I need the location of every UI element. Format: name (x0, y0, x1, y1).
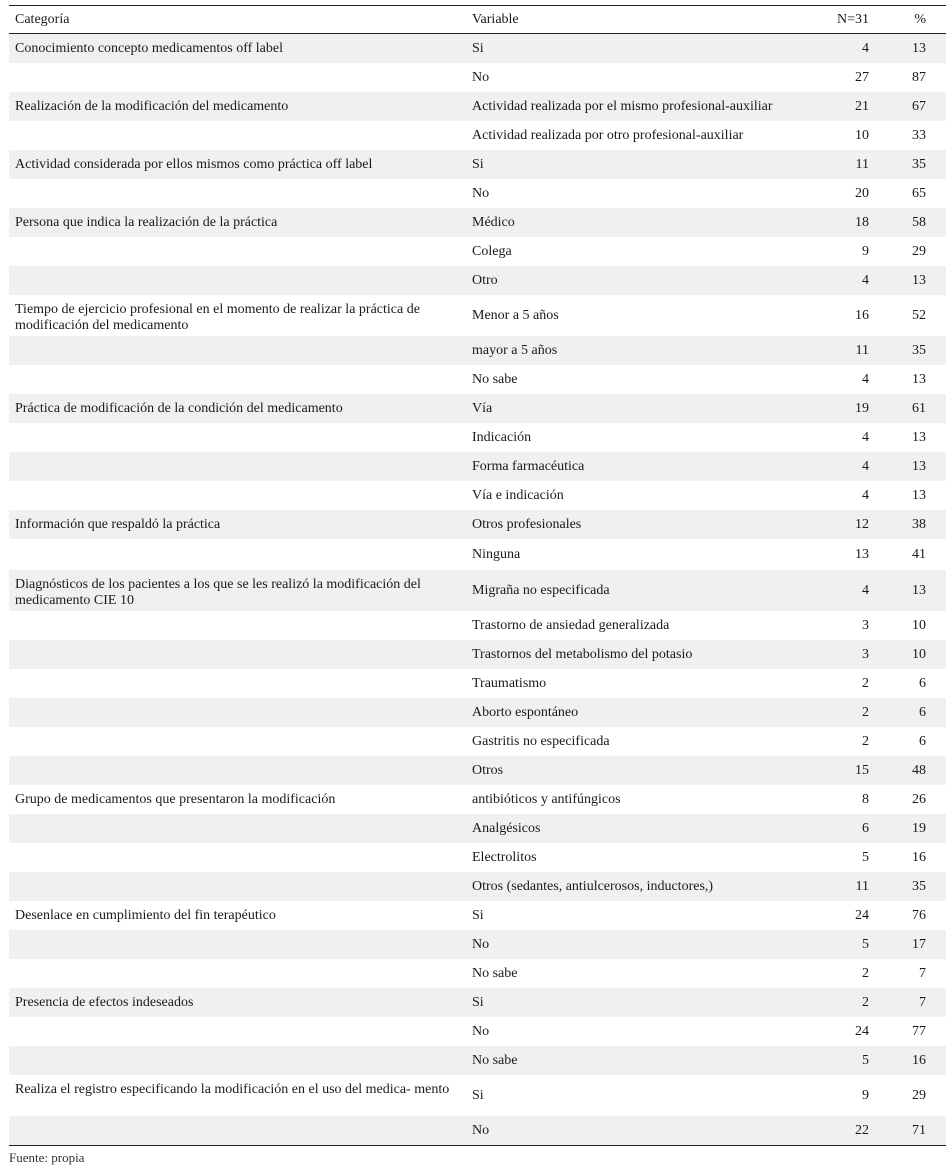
table-row (9, 988, 946, 1017)
percent-cell: 13 (912, 272, 926, 288)
variable-cell: No (472, 936, 490, 952)
percent-cell: 67 (912, 98, 926, 114)
percent-cell: 6 (919, 733, 926, 749)
n-cell: 22 (855, 1122, 869, 1138)
table-row (9, 843, 946, 872)
table-row (9, 208, 946, 237)
variable-cell: No (472, 1023, 490, 1039)
n-cell: 27 (855, 69, 869, 85)
n-cell: 3 (862, 646, 869, 662)
percent-cell: 76 (912, 907, 926, 923)
variable-cell: No sabe (472, 371, 518, 387)
table-row (9, 63, 946, 92)
percent-cell: 7 (919, 965, 926, 981)
percent-cell: 13 (912, 487, 926, 503)
category-cell (9, 756, 466, 763)
variable-cell: Si (472, 994, 484, 1010)
n-cell: 9 (862, 1087, 869, 1103)
percent-cell: 16 (912, 849, 926, 865)
percent-cell: 65 (912, 185, 926, 201)
table-row (9, 1017, 946, 1046)
n-cell: 12 (855, 516, 869, 532)
n-cell: 11 (855, 342, 869, 358)
percent-cell: 61 (912, 400, 926, 416)
table-row (9, 1116, 946, 1145)
table-row (9, 570, 946, 611)
table-row (9, 640, 946, 669)
n-cell: 15 (855, 762, 869, 778)
table-row (9, 365, 946, 394)
table-row (9, 92, 946, 121)
percent-cell: 13 (912, 582, 926, 598)
percent-cell: 35 (912, 156, 926, 172)
variable-cell: No (472, 69, 490, 85)
variable-cell: No sabe (472, 965, 518, 981)
percent-cell: 16 (912, 1052, 926, 1068)
variable-cell: Electrolitos (472, 849, 537, 865)
variable-cell: Otro (472, 272, 498, 288)
percent-cell: 77 (912, 1023, 926, 1039)
variable-cell: Forma farmacéutica (472, 458, 585, 474)
bottom-rule (9, 1145, 946, 1146)
n-cell: 2 (862, 733, 869, 749)
n-cell: 5 (862, 849, 869, 865)
percent-cell: 19 (912, 820, 926, 836)
percent-cell: 7 (919, 994, 926, 1010)
n-cell: 2 (862, 994, 869, 1010)
category-cell: Conocimiento concepto medicamentos off label (15, 41, 283, 56)
n-cell: 5 (862, 1052, 869, 1068)
category-cell (9, 1116, 466, 1123)
percent-cell: 41 (912, 546, 926, 562)
table-row (9, 785, 946, 814)
category-cell (9, 63, 466, 70)
variable-cell: antibióticos y antifúngicos (472, 791, 621, 807)
n-cell: 4 (862, 371, 869, 387)
percent-cell: 29 (912, 243, 926, 259)
category-cell (9, 179, 466, 186)
category-cell (9, 336, 466, 343)
category-cell: Diagnósticos de los pacientes a los que se les realizó la modificación del medicamento CIE 10 (15, 577, 421, 608)
n-cell: 24 (855, 1023, 869, 1039)
category-cell (9, 423, 466, 430)
category-cell (9, 452, 466, 459)
percent-cell: 58 (912, 214, 926, 230)
table-row (9, 394, 946, 423)
percent-cell: 6 (919, 675, 926, 691)
category-cell: Tiempo de ejercicio profesional en el momento de realizar la práctica de modificación del medicamento (15, 302, 420, 333)
n-cell: 13 (855, 546, 869, 562)
table-row (9, 295, 946, 336)
percent-cell: 35 (912, 878, 926, 894)
percent-cell: 10 (912, 646, 926, 662)
variable-cell: Analgésicos (472, 820, 541, 836)
variable-cell: Trastorno de ansiedad generalizada (472, 617, 670, 633)
n-cell: 18 (855, 214, 869, 230)
variable-cell: Otros (sedantes, antiulcerosos, inductores,) (472, 878, 714, 894)
variable-cell: Trastornos del metabolismo del potasio (472, 646, 693, 662)
table-row (9, 539, 946, 570)
category-cell (9, 1017, 466, 1024)
table-row (9, 814, 946, 843)
category-cell (9, 539, 466, 546)
variable-cell: Si (472, 156, 484, 172)
table-row (9, 121, 946, 150)
category-cell (9, 872, 466, 879)
table-row (9, 266, 946, 295)
table-row (9, 336, 946, 365)
variable-cell: Otros (472, 762, 504, 778)
category-cell: Información que respaldó la práctica (15, 517, 221, 532)
n-cell: 9 (862, 243, 869, 259)
variable-cell: No sabe (472, 1052, 518, 1068)
n-cell: 10 (855, 127, 869, 143)
n-cell: 3 (862, 617, 869, 633)
variable-cell: Vía (472, 400, 493, 416)
category-cell (9, 237, 466, 244)
table-row (9, 872, 946, 901)
n-cell: 4 (862, 40, 869, 56)
percent-cell: 13 (912, 40, 926, 56)
category-cell: Grupo de medicamentos que presentaron la modificación (15, 792, 336, 807)
n-cell: 19 (855, 400, 869, 416)
table-row (9, 727, 946, 756)
n-cell: 11 (855, 156, 869, 172)
variable-cell: Migraña no especificada (472, 582, 610, 598)
variable-cell: Ninguna (472, 546, 521, 562)
n-cell: 4 (862, 272, 869, 288)
category-cell: Realiza el registro especificando la modificación en el uso del medica- mento (15, 1082, 450, 1097)
category-cell (9, 1046, 466, 1053)
variable-cell: No (472, 1122, 490, 1138)
table-row (9, 901, 946, 930)
variable-cell: mayor a 5 años (472, 342, 558, 358)
category-cell (9, 640, 466, 647)
percent-cell: 26 (912, 791, 926, 807)
category-cell (9, 481, 466, 488)
table-row (9, 930, 946, 959)
percent-cell: 13 (912, 371, 926, 387)
percent-cell: 71 (912, 1122, 926, 1138)
variable-cell: No (472, 185, 490, 201)
table-row (9, 959, 946, 988)
variable-cell: Si (472, 907, 484, 923)
n-cell: 4 (862, 458, 869, 474)
header-variable: Variable (472, 11, 519, 27)
category-cell (9, 611, 466, 618)
table-row (9, 510, 946, 539)
percent-cell: 87 (912, 69, 926, 85)
variable-cell: Médico (472, 214, 515, 230)
table-row (9, 423, 946, 452)
percent-cell: 10 (912, 617, 926, 633)
n-cell: 21 (855, 98, 869, 114)
variable-cell: Indicación (472, 429, 532, 445)
category-cell: Persona que indica la realización de la práctica (15, 215, 278, 230)
category-cell (9, 365, 466, 372)
table-body (9, 34, 946, 1145)
n-cell: 8 (862, 791, 869, 807)
n-cell: 2 (862, 965, 869, 981)
percent-cell: 6 (919, 704, 926, 720)
percent-cell: 38 (912, 516, 926, 532)
table-row (9, 150, 946, 179)
category-cell (9, 121, 466, 128)
table-row (9, 611, 946, 640)
percent-cell: 17 (912, 936, 926, 952)
category-cell (9, 843, 466, 850)
header-n: N=31 (836, 11, 869, 27)
category-cell: Realización de la modificación del medicamento (15, 99, 289, 114)
table-row (9, 179, 946, 208)
n-cell: 5 (862, 936, 869, 952)
category-cell: Actividad considerada por ellos mismos como práctica off label (15, 157, 373, 172)
variable-cell: Vía e indicación (472, 487, 564, 503)
n-cell: 11 (855, 878, 869, 894)
table-row (9, 669, 946, 698)
variable-cell: Menor a 5 años (472, 307, 559, 323)
variable-cell: Aborto espontáneo (472, 704, 579, 720)
table-row (9, 237, 946, 266)
table-row (9, 698, 946, 727)
table-row (9, 481, 946, 510)
n-cell: 4 (862, 582, 869, 598)
percent-cell: 13 (912, 458, 926, 474)
table-row (9, 34, 946, 63)
n-cell: 4 (862, 487, 869, 503)
table-row (9, 756, 946, 785)
n-cell: 2 (862, 675, 869, 691)
percent-cell: 52 (912, 307, 926, 323)
header-categoria: Categoría (15, 11, 70, 27)
variable-cell: Colega (472, 243, 512, 259)
n-cell: 6 (862, 820, 869, 836)
n-cell: 2 (862, 704, 869, 720)
n-cell: 4 (862, 429, 869, 445)
category-cell (9, 698, 466, 705)
category-cell (9, 959, 466, 966)
variable-cell: Si (472, 40, 484, 56)
variable-cell: Si (472, 1087, 484, 1103)
variable-cell: Traumatismo (472, 675, 547, 691)
percent-cell: 35 (912, 342, 926, 358)
category-cell: Práctica de modificación de la condición del medicamento (15, 401, 343, 416)
percent-cell: 33 (912, 127, 926, 143)
table-row (9, 1046, 946, 1075)
table-caption: Fuente: propia (9, 1150, 85, 1165)
n-cell: 24 (855, 907, 869, 923)
table-header (9, 6, 946, 34)
results-table (9, 5, 946, 1146)
n-cell: 16 (855, 307, 869, 323)
variable-cell: Gastritis no especificada (472, 733, 610, 749)
variable-cell: Otros profesionales (472, 516, 582, 532)
table-row (9, 452, 946, 481)
category-cell: Desenlace en cumplimiento del fin terapéutico (15, 908, 276, 923)
category-cell (9, 930, 466, 937)
table-row (9, 1075, 946, 1116)
variable-cell: Actividad realizada por el mismo profesional-auxiliar (472, 98, 773, 114)
category-cell (9, 669, 466, 676)
percent-cell: 29 (912, 1087, 926, 1103)
variable-cell: Actividad realizada por otro profesional-auxiliar (472, 127, 744, 143)
category-cell: Presencia de efectos indeseados (15, 995, 194, 1010)
category-cell (9, 814, 466, 821)
percent-cell: 13 (912, 429, 926, 445)
category-cell (9, 266, 466, 273)
category-cell (9, 727, 466, 734)
percent-cell: 48 (912, 762, 926, 778)
header-pct: % (914, 11, 926, 27)
n-cell: 20 (855, 185, 869, 201)
